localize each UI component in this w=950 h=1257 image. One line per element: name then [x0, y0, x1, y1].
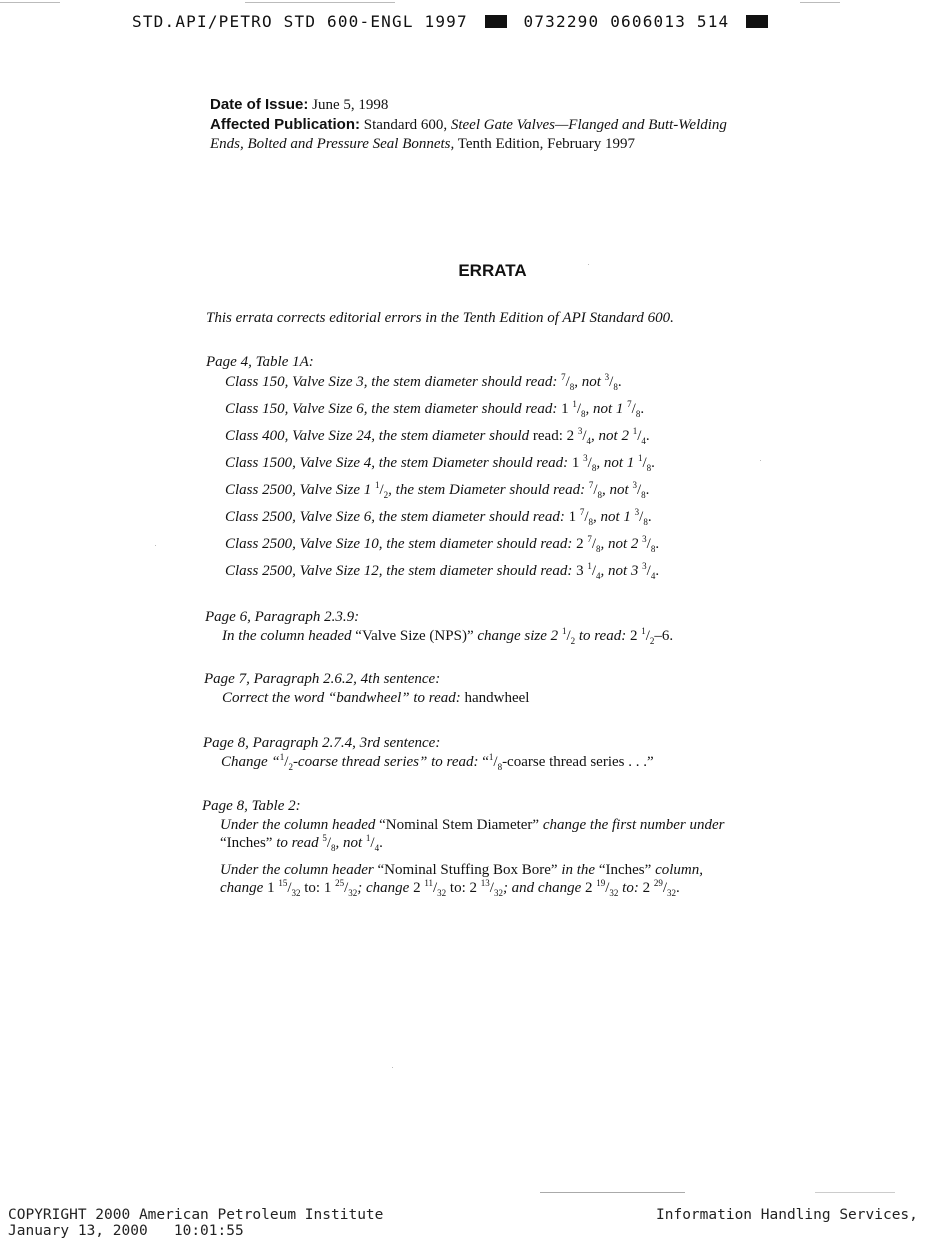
errata-item: Class 2500, Valve Size 6, the stem diameter should read: 1 $^7/_8$, not 1 $^3/_8$. [225, 507, 652, 527]
item-text: ; and change [502, 880, 582, 896]
item-text: to: [304, 880, 321, 896]
black-block [485, 15, 507, 28]
scan-speck [588, 264, 589, 265]
item-text: change the first number under [542, 817, 725, 833]
item-value: 2 [629, 628, 638, 644]
item-text: “ [482, 754, 489, 770]
item-quote: “Inches” [220, 835, 273, 851]
item-text: -coarse thread series . . .” [502, 754, 654, 770]
errata-item: Class 150, Valve Size 6, the stem diameter should read: 1 $^1/_8$, not 1 $^7/_8$. [225, 399, 645, 419]
item-text: to read [276, 835, 319, 851]
scan-speck [392, 1067, 393, 1068]
item-text: Change “ [221, 754, 280, 770]
item-value: handwheel [464, 690, 530, 706]
item-text: Class 2500, Valve Size 1 [225, 482, 372, 498]
scan-speck [155, 545, 156, 546]
header-number-1: 0732290 [523, 12, 600, 31]
page-title: ERRATA [458, 261, 527, 280]
item-text-suffix: , the stem Diameter should read: [388, 482, 586, 498]
item-text: change size 2 [477, 628, 559, 644]
item-text: Correct the word “bandwheel” to read: [222, 690, 461, 706]
publication-standard: Standard 600, [363, 117, 448, 133]
item-text: Class 150, Valve Size 6, the stem diameter should read: [225, 401, 558, 417]
item-text: Class 2500, Valve Size 10, the stem diameter should read: [225, 536, 573, 552]
publication-title-cont: Ends, Bolted and Pressure Seal Bonnets, [210, 136, 455, 152]
publication-edition: Tenth Edition, February 1997 [457, 136, 636, 152]
errata-item-cont: “Inches” to read $^5/_8$, not $^1/_4$. [220, 833, 383, 853]
errata-item [220, 862, 703, 879]
item-text: Under the column header [220, 862, 374, 878]
footer-copyright [8, 1207, 383, 1239]
black-block [746, 15, 768, 28]
errata-item: Change “$^1/_2$-coarse thread series” to read: “$^1/_8$-coarse thread series . . .” [221, 752, 654, 772]
scan-rule [540, 1192, 685, 1193]
doc-code: STD.API/PETRO STD 600-ENGL 1997 [132, 12, 468, 31]
errata-item: In the column headed “Valve Size (NPS)” change size 2 $^1/_2$ to read: 2 $^1/_2-6$. [222, 626, 674, 646]
date-label: Date of Issue: [210, 96, 309, 113]
errata-item: Class 2500, Valve Size 10, the stem diameter should read: 2 $^7/_8$, not 2 $^3/_8$. [225, 534, 660, 554]
item-text: to: [622, 880, 639, 896]
item-text: to read: [578, 628, 627, 644]
publication-label: Affected Publication: [210, 116, 361, 133]
item-quote: “Valve Size (NPS)” [355, 628, 474, 644]
item-text: in the [561, 862, 596, 878]
item-text: -coarse thread series” to read: [292, 754, 479, 770]
errata-item: Class 2500, Valve Size 12, the stem diameter should read: 3 $^1/_4$, not 3 $^3/_4$. [225, 561, 660, 581]
item-text: Under the column headed [220, 817, 376, 833]
item-quote: “Nominal Stem Diameter” [379, 817, 540, 833]
item-text: Class 150, Valve Size 3, the stem diameter should read: [225, 374, 558, 390]
footer-line-2: January 13, 2000 10:01:55 [8, 1223, 244, 1239]
section-heading-table1a: Page 4, Table 1A: [206, 354, 314, 370]
footer-line-1: COPYRIGHT 2000 American Petroleum Institute [8, 1207, 384, 1223]
item-text: Class 1500, Valve Size 4, the stem Diameter should read: [225, 455, 569, 471]
section-heading-table2: Page 8, Table 2: [202, 798, 301, 814]
header-number-2: 0606013 [610, 12, 687, 31]
item-quote: “Inches” [598, 862, 652, 878]
errata-item [220, 817, 724, 834]
item-text: In the column headed [222, 628, 352, 644]
scan-rule [800, 2, 840, 3]
item-text: change [220, 880, 264, 896]
scan-rule [0, 2, 60, 3]
errata-item: Class 1500, Valve Size 4, the stem Diameter should read: 1 $^3/_8$, not 1 $^1/_8$. [225, 453, 655, 473]
read-word: read: [532, 428, 563, 444]
item-quote: “Nominal Stuffing Box Bore” [377, 862, 558, 878]
errata-item: Class 400, Valve Size 24, the stem diameter should read: 2 $^3/_4$, not 2 $^1/_4$. [225, 426, 650, 446]
section-heading-para262: Page 7, Paragraph 2.6.2, 4th sentence: [204, 671, 441, 687]
errata-item: Class 150, Valve Size 3, the stem diameter should read: $^7/_8$, not $^3/_8$. [225, 372, 622, 392]
errata-item: Class 2500, Valve Size 1 $^1/_2$, the stem Diameter should read: $^7/_8$, not $^3/_8$. [225, 480, 650, 500]
scan-rule [815, 1192, 895, 1193]
item-text: column, [655, 862, 703, 878]
publication-title: Steel Gate Valves—Flanged and Butt-Welding [450, 117, 727, 133]
scan-speck [760, 460, 761, 461]
item-text: , not [335, 835, 363, 851]
section-heading-para274: Page 8, Paragraph 2.7.4, 3rd sentence: [203, 735, 441, 751]
item-text: Class 400, Valve Size 24, the stem diameter should [225, 428, 530, 444]
scan-rule [245, 2, 395, 3]
document-code-header [132, 12, 774, 31]
item-text: Class 2500, Valve Size 12, the stem diameter should read: [225, 563, 573, 579]
item-text: ; change [357, 880, 410, 896]
issue-metadata [210, 95, 770, 154]
header-number-3: 514 [696, 12, 730, 31]
date-value: June 5, 1998 [312, 97, 389, 113]
section-heading-para239: Page 6, Paragraph 2.3.9: [205, 609, 360, 625]
errata-item [222, 690, 529, 707]
item-text: to: [449, 880, 466, 896]
item-text: Class 2500, Valve Size 6, the stem diameter should read: [225, 509, 565, 525]
footer-provider: Information Handling Services, [656, 1207, 918, 1223]
intro-text: This errata corrects editorial errors in the Tenth Edition of API Standard 600. [206, 310, 674, 326]
errata-item-cont: change 1 $^{15}/_{32}$ to: 1 $^{25}/_{32}$; change 2 $^{11}/_{32}$ to: 2 $^{13}/_{32}$; and change 2 $^{19}/_{32}$ to: 2 $^{29}/_{32}$. [220, 878, 680, 898]
